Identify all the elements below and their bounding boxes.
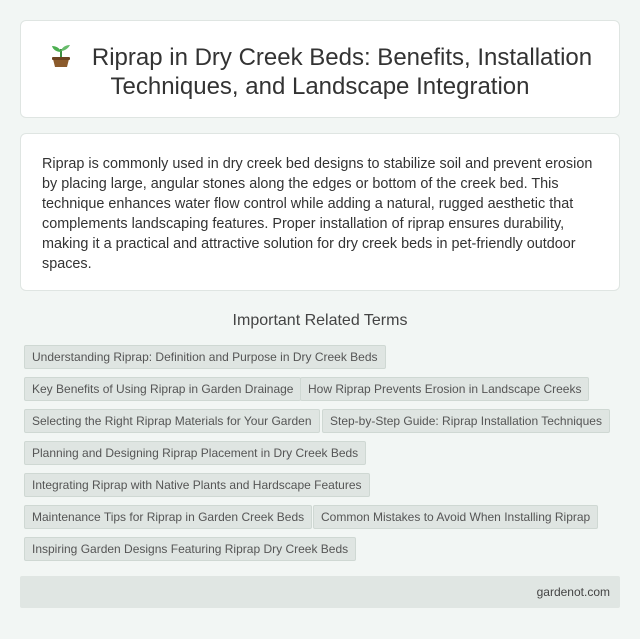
related-term-tag[interactable]: Step-by-Step Guide: Riprap Installation Techniques [322, 409, 610, 433]
page-title-text: Riprap in Dry Creek Beds: Benefits, Installation Techniques, and Landscape Integration [91, 44, 593, 100]
intro-paragraph: Riprap is commonly used in dry creek bed designs to stabilize soil and prevent erosion by placing large, angular stones along the edges or bottom of the creek bed. This technique enhances water flow control while adding a natural, rugged aesthetic that complements landscaping features. Proper installation of riprap ensures durability, making it a practical and attractive solution for dry creek beds in pet-friendly outdoor spaces. [42, 156, 593, 272]
related-term-tag[interactable]: Selecting the Right Riprap Materials for Your Garden [24, 409, 320, 433]
related-term-tag[interactable]: Planning and Designing Riprap Placement in Dry Creek Beds [24, 441, 366, 465]
related-term-tag[interactable]: Common Mistakes to Avoid When Installing Riprap [313, 505, 598, 529]
title-card [20, 20, 620, 118]
intro-card [20, 133, 620, 291]
related-term-tag[interactable]: How Riprap Prevents Erosion in Landscape Creeks [300, 377, 589, 401]
sprout-icon [48, 43, 74, 69]
related-term-tag[interactable]: Understanding Riprap: Definition and Purpose in Dry Creek Beds [24, 345, 386, 369]
related-term-tag[interactable]: Maintenance Tips for Riprap in Garden Creek Beds [24, 505, 312, 529]
footer-site-link[interactable]: gardenot.com [536, 585, 610, 599]
page-title [41, 43, 599, 101]
title-wrap [41, 43, 599, 101]
related-term-tag[interactable]: Integrating Riprap with Native Plants and Hardscape Features [24, 473, 370, 497]
related-term-tag[interactable]: Key Benefits of Using Riprap in Garden Drainage [24, 377, 301, 401]
footer [20, 576, 620, 608]
related-terms-heading: Important Related Terms [232, 312, 408, 329]
related-term-tag[interactable]: Inspiring Garden Designs Featuring Riprap Dry Creek Beds [24, 537, 356, 561]
